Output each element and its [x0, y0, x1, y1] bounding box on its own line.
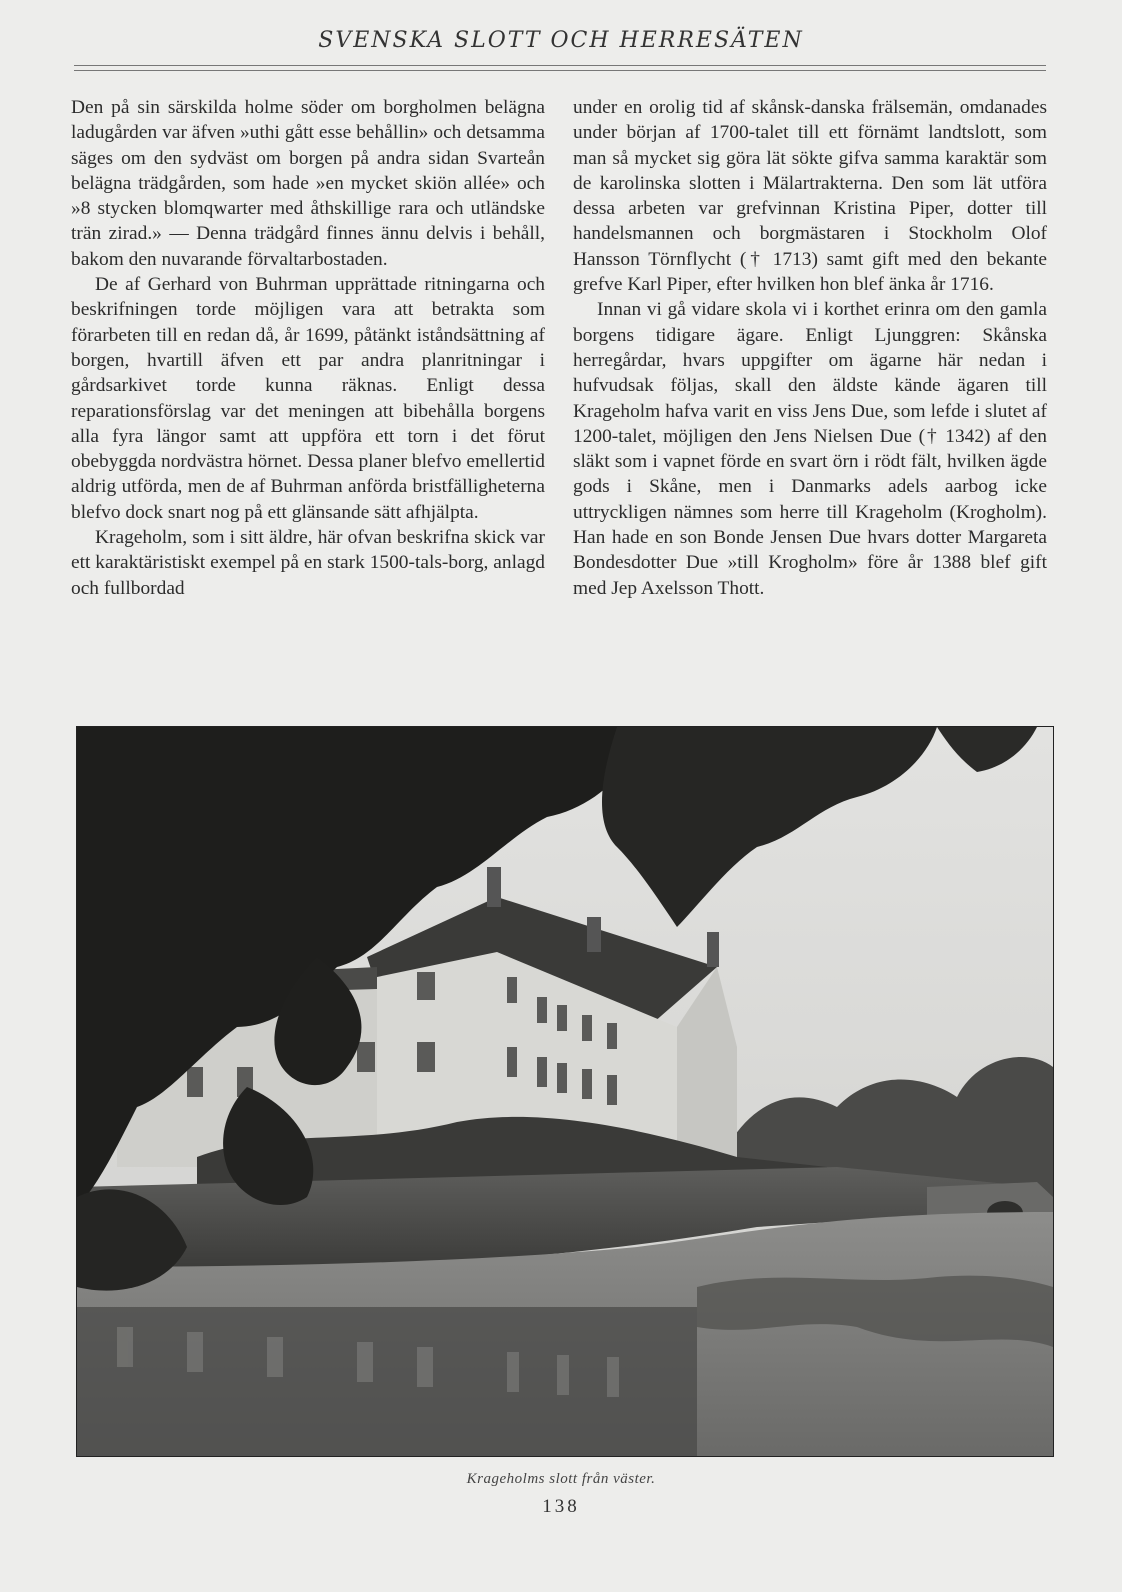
right-column: [573, 95, 1047, 601]
page-number: 138: [542, 1496, 580, 1517]
left-paragraph-3: Krageholm, som i sitt äldre, här ofvan beskrifna skick var ett karaktäristiskt exempel på en stark 1500-tals-borg, anlagd och fullbordad: [71, 527, 545, 599]
running-header: SVENSKA SLOTT OCH HERRESÄTEN: [318, 28, 804, 53]
left-paragraph-2: De af Gerhard von Buhrman upprättade ritningarna och beskrifningen torde möjligen vara att betrakta som förarbeten till en redan då, år 1699, påtänkt iståndsättning af borgen, hvartill äfven ett par andra planritningar i gårdsarkivet torde kunna räknas. Enligt dessa reparationsförslag var det meningen att bibehålla borgens alla fyra längor samt att uppföra ett torn i det förut obebyggda nordvästra hörnet. Dessa planer blefvo emellertid aldrig utförda, men de af Buhrman anförda bristfälligheterna blefvo dock snart nog på ett glänsande sätt afhjälpta.: [71, 274, 545, 523]
header-rule-bottom: [74, 70, 1046, 71]
header-rule-top: [74, 65, 1046, 66]
left-paragraph-1: Den på sin särskilda holme söder om borgholmen belägna ladugården var äfven »uthi gått esse behållin» och detsamma säges om den sydväst om borgen på andra sidan Svarteån belägna trädgården, som hade »en mycket skiön allée» och »8 stycken blomqwarter med åthskillige rara och utländske trän zirad.» — Denna trädgård finnes ännu delvis i behåll, bakom den nuvarande förvaltarbostaden.: [71, 97, 545, 270]
castle-photograph: [76, 726, 1054, 1457]
right-paragraph-2: Innan vi gå vidare skola vi i korthet erinra om den gamla borgens tidigare ägare. Enligt Ljunggren: Skånska herregårdar, hvars uppgifter om ägarne här nedan i hufvudsak följas, skall den äldste kände ägaren till Krageholm hafva varit en viss Jens Due, som lefde i slutet af 1200-talet, möjligen den Jens Nielsen Due († 1342) af den släkt som i vapnet förde en svart örn i rödt fält, hvilken ägde gods i Skåne, men i Danmarks adels aarbog icke uttryckligen nämnes som herre till Krageholm (Krogholm). Han hade en son Bonde Jensen Due hvars dotter Margareta Bondesdotter Due »till Krogholm» före år 1388 blef gift med Jep Axelsson Thott.: [573, 299, 1047, 599]
left-column: [71, 95, 545, 601]
right-paragraph-1: under en orolig tid af skånsk-danska frälsemän, omdanades under början af 1700-talet till ett förnämt landtslott, som man så mycket sig göra lät sökte gifva samma karaktär som de karolinska slotten i Mälartrakterna. Den som lät utföra dessa arbeten var grefvinnan Kristina Piper, dotter till handelsmannen och borgmästaren i Stockholm Olof Hansson Törnflycht († 1713) samt gift med den bekante grefve Karl Piper, efter hvilken hon blef änka år 1716.: [573, 97, 1047, 296]
photo-caption: Krageholms slott från väster.: [466, 1471, 656, 1487]
